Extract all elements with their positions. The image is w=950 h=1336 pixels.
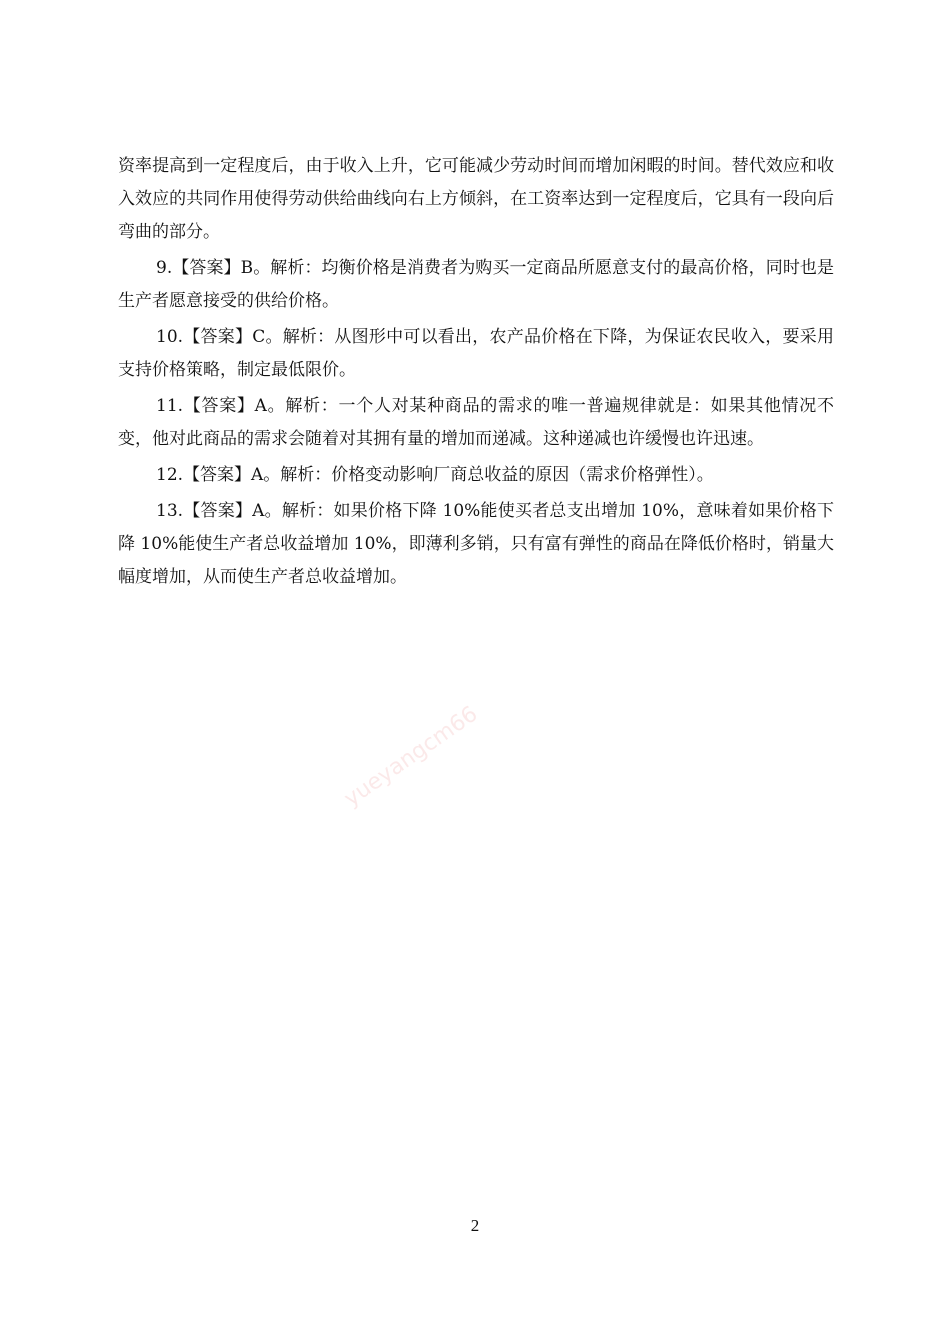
page-number: 2: [470, 1216, 480, 1235]
answer-13: 13.【答案】A。解析：如果价格下降 10%能使买者总支出增加 10%，意味着如果价格下降 10%能使生产者总收益增加 10%，即薄利多销，只有富有弹性的商品在降低价格时，销量大幅度增加，从而使生产者总收益增加。: [118, 501, 834, 587]
answer-9: 9.【答案】B。解析：均衡价格是消费者为购买一定商品所愿意支付的最高价格，同时也是生产者愿意接受的供给价格。: [118, 258, 834, 311]
paragraph-continuation: 资率提高到一定程度后，由于收入上升，它可能减少劳动时间而增加闲暇的时间。替代效应和收入效应的共同作用使得劳动供给曲线向右上方倾斜，在工资率达到一定程度后，它具有一段向后弯曲的部分。: [118, 156, 834, 242]
answer-12: 12.【答案】A。解析：价格变动影响厂商总收益的原因（需求价格弹性）。: [156, 465, 714, 485]
answer-10: 10.【答案】C。解析：从图形中可以看出，农产品价格在下降，为保证农民收入，要采用支持价格策略，制定最低限价。: [118, 327, 834, 380]
watermark: yueyangcm66: [339, 701, 483, 812]
answer-11: 11.【答案】A。解析：一个人对某种商品的需求的唯一普遍规律就是：如果其他情况不变，他对此商品的需求会随着对其拥有量的增加而递减。这种递减也许缓慢也许迅速。: [118, 396, 834, 449]
answer-text-body: [118, 150, 834, 597]
